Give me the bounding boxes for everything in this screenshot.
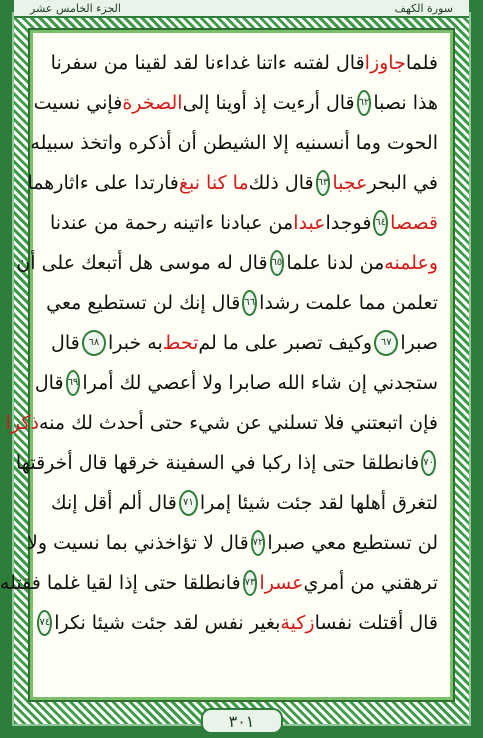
highlighted-word: عسرا — [259, 572, 304, 594]
highlighted-word: الصخرة — [122, 92, 183, 114]
verse-text: هذا نصبا — [373, 92, 438, 114]
text-line — [33, 83, 438, 123]
ayah-number-marker: ٦٤ — [373, 210, 388, 236]
verse-text: فانطلقا حتى إذا ركبا في السفينة خرقها قال أخرقتها — [15, 452, 420, 474]
highlighted-word: تحط — [162, 332, 199, 354]
verse-text: صبرا — [400, 332, 438, 354]
verse-text: قال أرءيت إذ أوينا إلى — [182, 92, 355, 114]
verse-text: تعلمن مما علمت رشدا — [259, 292, 438, 314]
verse-text: ترهقني من أمري — [303, 572, 438, 594]
verse-text: قال لفتىه ءاتنا غداءنا لقد لقينا من سفرنا — [50, 52, 365, 74]
ayah-number-marker: ٦٦ — [242, 290, 257, 316]
verse-text: فإن اتبعتني فلا تسلني عن شيء حتى أحدث لك منه — [38, 412, 438, 434]
ayah-number-marker: ٧٢ — [251, 530, 266, 556]
page-footer — [0, 708, 483, 734]
ayah-number-marker: ٧١ — [179, 490, 198, 516]
verse-text: فانطلقا حتى إذا لقيا غلما فقتله — [0, 572, 241, 594]
verse-text: بغير نفس لقد جئت شيئا نكرا — [54, 612, 281, 634]
highlighted-word: وعلمنه — [384, 252, 438, 274]
ayah-number-marker: ٧٠ — [421, 450, 436, 476]
verse-text: به خبرا — [108, 332, 163, 354]
verse-text: فإني نسيت — [33, 92, 123, 114]
verse-text: وكيف تصبر على ما لم — [198, 332, 373, 354]
verse-text: قال إنك لن تستطيع معي — [46, 292, 241, 314]
verse-text: قال ذلك — [248, 172, 314, 194]
page-panel — [0, 30, 453, 700]
ayah-number-marker: ٧٤ — [37, 610, 52, 636]
text-line — [51, 483, 438, 523]
text-line — [5, 403, 438, 443]
verse-text: قال — [34, 372, 64, 394]
highlighted-word: زكية — [280, 612, 315, 634]
ayah-number-marker: ٦٧ — [374, 330, 398, 356]
highlighted-word: قصصا — [390, 212, 438, 234]
highlighted-word: ذكرا — [5, 412, 39, 434]
verse-text: قال — [51, 332, 80, 354]
surah-label: سورة الكهف — [394, 1, 453, 15]
verse-text: فوجدا — [325, 212, 372, 234]
verse-text: قال له موسى هل أتبعك على أن — [16, 252, 268, 274]
verse-text: لتغرق أهلها لقد جئت شيئا إمرا — [199, 492, 438, 514]
verse-text: فلما — [405, 52, 438, 74]
verse-text: الحوت وما أنسىنيه إلا الشيطن أن أذكره واتخذ سبيله — [30, 132, 438, 154]
ayah-number-marker: ٦٣ — [316, 170, 331, 196]
verse-text: فارتدا على ءاثارهما — [27, 172, 179, 194]
text-line — [51, 203, 438, 243]
verse-text: قال لا تؤاخذني بما نسيت ولا — [27, 532, 249, 554]
highlighted-word: عجبا — [332, 172, 368, 194]
text-line — [46, 283, 438, 323]
verse-text: قال ألم أقل إنك — [51, 492, 177, 514]
text-line — [27, 523, 438, 563]
ayah-number-marker: ٦٥ — [270, 250, 285, 276]
text-line — [51, 43, 438, 83]
verse-text: من عبادنا ءاتينه رحمة من عندنا — [49, 212, 294, 234]
text-line — [15, 443, 438, 483]
text-line — [39, 603, 438, 643]
text-line — [27, 163, 438, 203]
text-line — [51, 323, 438, 363]
highlighted-word: جاوزا — [364, 52, 406, 74]
ayah-number-marker: ٦٩ — [66, 370, 81, 396]
text-line — [30, 123, 438, 163]
quran-text-area — [0, 43, 438, 693]
verse-text: قال أقتلت نفسا — [314, 612, 438, 634]
verse-text: ستجدني إن شاء الله صابرا ولا أعصي لك أمرا — [82, 372, 438, 394]
text-line — [16, 243, 438, 283]
verse-text: من لدنا علما — [286, 252, 385, 274]
text-line — [0, 563, 438, 603]
ayah-number-marker: ٧٣ — [243, 570, 258, 596]
text-line — [34, 363, 438, 403]
ayah-number-marker: ٦٨ — [82, 330, 106, 356]
page-header — [14, 0, 469, 18]
verse-text: في البحر — [367, 172, 438, 194]
highlighted-word: عبدا — [293, 212, 326, 234]
highlighted-word: ما كنا نبغ — [178, 172, 249, 194]
page-number: ٣٠١ — [201, 708, 283, 734]
verse-text: لن تستطيع معي صبرا — [267, 532, 438, 554]
ayah-number-marker: ٦٢ — [357, 90, 372, 116]
juz-label: الجزء الخامس عشر — [30, 1, 121, 15]
